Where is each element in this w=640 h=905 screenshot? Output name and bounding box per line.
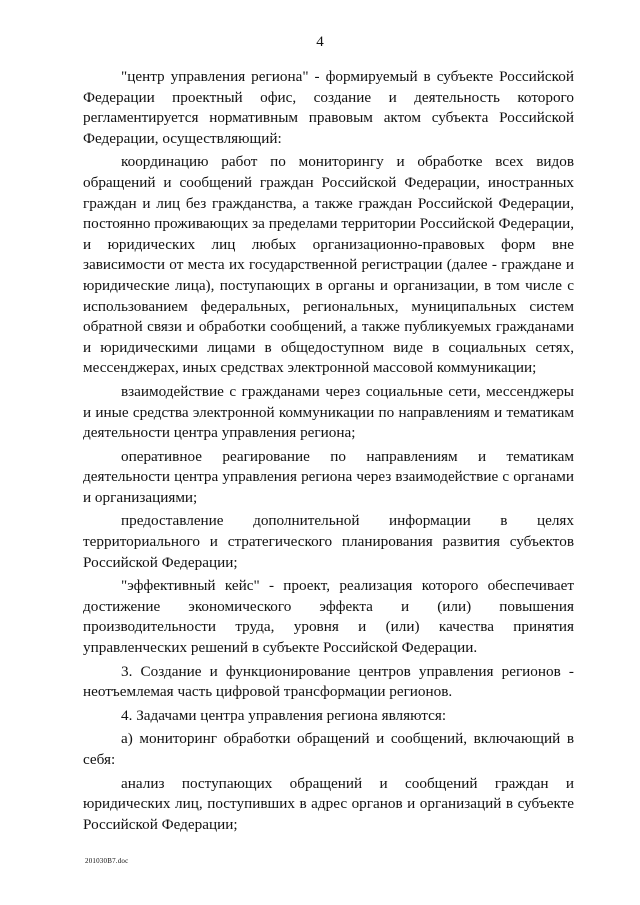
footer-filename: 201030В7.doc — [85, 857, 129, 865]
paragraph-analysis: анализ поступающих обращений и сообщений граждан и юридических лиц, поступивших в адрес органов и организаций в субъекте Российской Федерации; — [83, 774, 574, 833]
paragraph-information: предоставление дополнительной информации в целях территориального и стратегического планирования развития субъектов Российской Федерации; — [83, 512, 574, 571]
paragraph-response: оперативное реагирование по направлениям и тематикам деятельности центра управления региона через взаимодействие с органами и организациями; — [83, 447, 574, 506]
paragraph-section-4: 4. Задачами центра управления региона являются: — [121, 706, 447, 724]
page-number: 4 — [316, 34, 324, 50]
paragraph-section-3: 3. Создание и функционирование центров управления регионов - неотъемлемая часть цифровой трансформации регионов. — [83, 662, 574, 701]
paragraph-item-a: а) мониторинг обработки обращений и сообщений, включающий в себя: — [83, 730, 574, 768]
paragraph-interaction: взаимодействие с гражданами через социальные сети, мессенджеры и иные средства электронной коммуникации по направлениям и тематикам деятельности центра управления региона; — [83, 382, 574, 442]
paragraph-coordination: координацию работ по мониторингу и обработке всех видов обращений и сообщений граждан Российской Федерации, иностранных граждан и лиц без гражданства, а также граждан Российской Федерации, постоянно проживающих за пределами территории Российской Федерации, и юридических лиц любых организационно-правовых форм вне зависимости от места их государственной регистрации (далее - граждане и юридические лица), поступающих в органы и организации, в том числе с использованием федеральных, региональных, муниципальных систем обратной связи и обработки сообщений, а также публикуемых гражданами и юридическими лицами в общедоступном виде в социальных сетях, мессенджерах, иных средствах электронной массовой коммуникации; — [83, 153, 574, 377]
paragraph-definition-center: "центр управления региона" - формируемый в субъекте Российской Федерации проектный офис, создание и деятельность которого регламентируется нормативным правовым актом субъекта Российской Федерации, осуществляющий: — [83, 68, 574, 147]
paragraph-definition-case: "эффективный кейс" - проект, реализация которого обеспечивает достижение экономического эффекта и (или) повышения производительности труда, уровня и (или) качества принятия управленческих решений в субъекте Российской Федерации. — [83, 577, 574, 657]
document-body — [83, 67, 574, 835]
